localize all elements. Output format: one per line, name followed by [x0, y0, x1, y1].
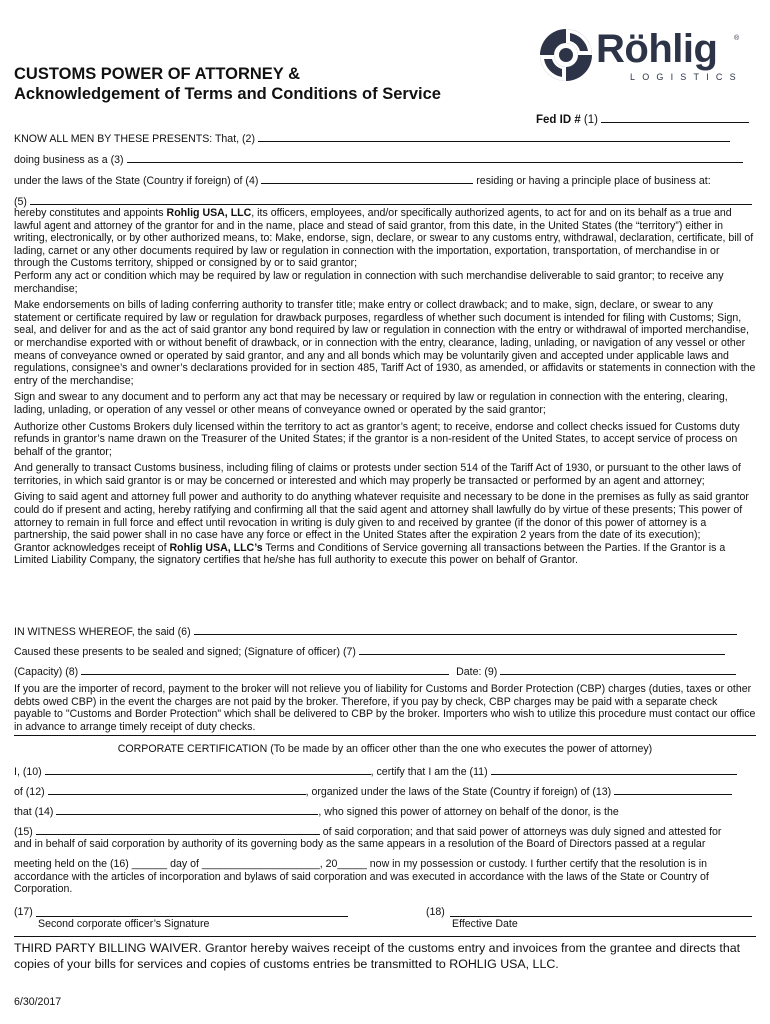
- know-all-row: [14, 131, 730, 146]
- date-label: Date: (9): [456, 666, 498, 678]
- revision-date: 6/30/2017: [14, 996, 62, 1008]
- p1-company: Rohlig USA, LLC: [166, 207, 252, 219]
- sig18-label: Effective Date: [452, 918, 518, 930]
- capacity-row: [14, 664, 736, 679]
- corp-signer-field[interactable]: [56, 804, 318, 815]
- title-line-1: CUSTOMS POWER OF ATTORNEY &: [14, 65, 301, 83]
- p8-company: Rohlig USA, LLC’s: [169, 541, 263, 554]
- paragraph-endorsements: Make endorsements on bills of lading conferring authority to transfer title; make entry or collect drawback; and to make, sign, declare, or swear to any statement or certificate required by law or regulation for drawback purposes, regardless of whether such document is intended for filing with Customs; Sign, seal, and deliver for and as the act of said grantor any bond required by law or regulation in connection with the entry or withdrawal of imported merchandise, or merchandise exported with or without benefit of drawback, or in connection with the entry, clearance, lading, unlading, or navigation of any vessel or other means of conveyance owned or operated by said grantor, and any and all bonds which may be voluntarily given and accepted under applicable laws and regulations, consignee’s and owner’s declarations provided for in section 485, Tariff Act of 1930, as amended, or affidavits or statements in connection with the entry of the merchandise;: [14, 299, 756, 387]
- corp-organized-label: , organized under the laws of the State (Country if foreign) of (13): [305, 786, 612, 798]
- under-laws-label: under the laws of the State (Country if foreign) of (4): [14, 175, 259, 187]
- date-field[interactable]: [500, 664, 736, 675]
- corp-fifteen-label: (15): [14, 826, 33, 838]
- capacity-label: (Capacity) (8): [14, 666, 79, 678]
- witness-label: IN WITNESS WHEREOF, the said (6): [14, 626, 191, 638]
- corp-row-15: [14, 824, 721, 839]
- paragraph-generally: And generally to transact Customs business, including filing of claims or protests under section 514 of the Tariff Act of 1930, or pursuant to the other laws of territories, in which said grantor is or may be concerned or interested and which may properly be transacted or performed by an agent and attorney;: [14, 462, 741, 487]
- section-divider: [14, 735, 756, 736]
- corp-certify-label: , certify that I am the (11): [370, 766, 488, 778]
- signature-officer-field[interactable]: [359, 644, 725, 655]
- corp-name-field[interactable]: [45, 764, 371, 775]
- corp-meeting-text: meeting held on the (16) ______ day of ____________________, 20_____ now in my possession or custody. I further certify that the resolution is in accordance with the articles of incorporation and bylaws of said corporation and was executed in accordance with the laws of the State or Country of Corporation.: [14, 858, 709, 896]
- third-party-waiver: THIRD PARTY BILLING WAIVER. Grantor hereby waives receipt of the customs entry and invoices from the grantee and directs that copies of your bills for services and copies of customs entries be transmitted to ROHLIG USA, LLC.: [14, 941, 741, 971]
- sig17-num: (17): [14, 906, 33, 918]
- second-officer-signature-field[interactable]: [36, 916, 348, 917]
- know-all-label: KNOW ALL MEN BY THESE PRESENTS: That, (2): [14, 133, 255, 145]
- dba-row: [14, 152, 743, 167]
- fed-id-label: Fed ID #: [536, 114, 581, 126]
- waiver-divider: [14, 936, 756, 937]
- corp-that-label: that (14): [14, 806, 54, 818]
- sig17-label: Second corporate officer’s Signature: [38, 918, 210, 930]
- signature-officer-label: Caused these presents to be sealed and signed; (Signature of officer) (7): [14, 646, 356, 658]
- capacity-field[interactable]: [81, 664, 449, 675]
- p1-post: , its officers, employees, and/or specifically authorized agents, to act for and on its behalf as a true and lawful agent and attorney of the grantor for and in the name, place and stead of said grantor, from this date, in the United States (the “territory”) either in writing, electronically, or by other authorized means, to: Make, endorse, sign, declare, or swear to any customs entry, withdrawal, declaration, certificate, bill of lading, carnet or any other documents required by law or regulation in connection with the importation, exportation, transportation, of merchandise in or through the Customs territory, shipped or consigned by or to said grantor;: [14, 207, 754, 270]
- logo-mark-icon: [538, 27, 594, 83]
- title-line-2: Acknowledgement of Terms and Conditions of Service: [14, 85, 441, 103]
- p8-post: Terms and Conditions of Service governing all transactions between the Parties. If the Grantor is a Limited Liability Company, the signatory certifies that he/she has full authority to execute this power on behalf of Grantor.: [14, 541, 726, 567]
- corp-who-signed-label: , who signed this power of attorney on behalf of the donor, is the: [318, 806, 619, 818]
- corp-row-12: [14, 784, 732, 799]
- rohlig-logo: [538, 27, 748, 87]
- residing-label: residing or having a principle place of business at:: [476, 175, 711, 187]
- dba-field[interactable]: [127, 152, 743, 163]
- paragraph-perform: Perform any act or condition which may be required by law or regulation in connection with such merchandise deliverable to said grantor; to receive any merchandise;: [14, 269, 724, 295]
- sig18-num: (18): [426, 906, 445, 918]
- corp-behalf-text: and in behalf of said corporation by authority of its governing body as the same appears in a resolution of the Board of Directors passed at a regular: [14, 838, 706, 850]
- corp-state-field[interactable]: [614, 784, 732, 795]
- corp-title-field[interactable]: [491, 764, 737, 775]
- corp-of-label: of (12): [14, 786, 45, 798]
- paragraph-authorize: Authorize other Customs Brokers duly licensed within the territory to act as grantor’s agent; to receive, endorse and collect checks issued for Customs duty refunds in grantor’s name drawn on the Treasurer of the United States; if the grantor is a non-resident of the United States, to accept service of process on behalf of the grantor;: [14, 420, 740, 458]
- address-label: (5): [14, 196, 27, 208]
- signature-officer-row: [14, 644, 725, 659]
- effective-date-field[interactable]: [450, 916, 752, 917]
- state-field[interactable]: [261, 173, 473, 184]
- paragraph-appoints: [14, 207, 756, 270]
- corporate-heading: CORPORATE CERTIFICATION (To be made by an officer other than the one who executes the power of attorney): [117, 743, 653, 755]
- page-title: [14, 64, 441, 104]
- p1-pre: hereby constitutes and appoints: [14, 207, 167, 219]
- witness-row: [14, 624, 737, 639]
- corp-i-label: I, (10): [14, 766, 42, 778]
- logo-wordmark: Röhlig: [596, 27, 718, 71]
- paragraph-sign-swear: Sign and swear to any document and to perform any act that may be necessary or required by law or regulation in connection with the entering, clearing, lading, unlading, or operation of any vessel or other means of conveyance owned or operated by the said grantor;: [14, 391, 728, 416]
- address-field[interactable]: [30, 194, 752, 205]
- paragraph-acknowledges: [14, 542, 756, 567]
- paragraph-giving: Giving to said agent and attorney full power and authority to do anything whatever requisite and necessary to be done in the premises as fully as said grantor could do if present and acting, hereby ratifying and confirming all that the said agent and attorney shall lawfully do by virtue of these presents; This power of attorney to remain in full force and effect until revocation in writing is duly given to and received by grantee (if the donor of this power of attorney is a partnership, the said power shall in no case have any force or effect in the United States after the expiration 2 years from the date of its execution);: [14, 491, 749, 542]
- corp-of-said-label: of said corporation; and that said power of attorneys was duly signed and attested for: [322, 826, 722, 838]
- logo-registered-mark: ®: [734, 35, 740, 42]
- p8-pre: Grantor acknowledges receipt of: [14, 541, 170, 554]
- body-text: [14, 207, 756, 567]
- fed-id-row: [536, 112, 749, 127]
- fed-id-field[interactable]: [601, 112, 749, 123]
- fed-id-number: (1): [580, 114, 602, 126]
- cbp-notice: If you are the importer of record, payment to the broker will not relieve you of liability for Customs and Border Protection (CBP) charges (duties, taxes or other debts owed CBP) in the event the charges are not paid by the broker. Therefore, if you pay by check, CBP charges may be paid with a separate check payable to "Customs and Border Protection" which shall be delivered to CBP by the broker. Importers who wish to utilize this procedure must contact our office in advance to arrange timely receipt of duty checks.: [14, 683, 756, 733]
- corp-row-14: [14, 804, 619, 819]
- corp-office-field[interactable]: [36, 824, 320, 835]
- dba-label: doing business as a (3): [14, 154, 124, 166]
- corp-company-field[interactable]: [48, 784, 306, 795]
- witness-field[interactable]: [194, 624, 737, 635]
- under-laws-row: [14, 173, 711, 188]
- grantor-name-field[interactable]: [258, 131, 730, 142]
- corp-row-10: [14, 764, 737, 779]
- logo-subtitle: LOGISTICS: [630, 72, 743, 82]
